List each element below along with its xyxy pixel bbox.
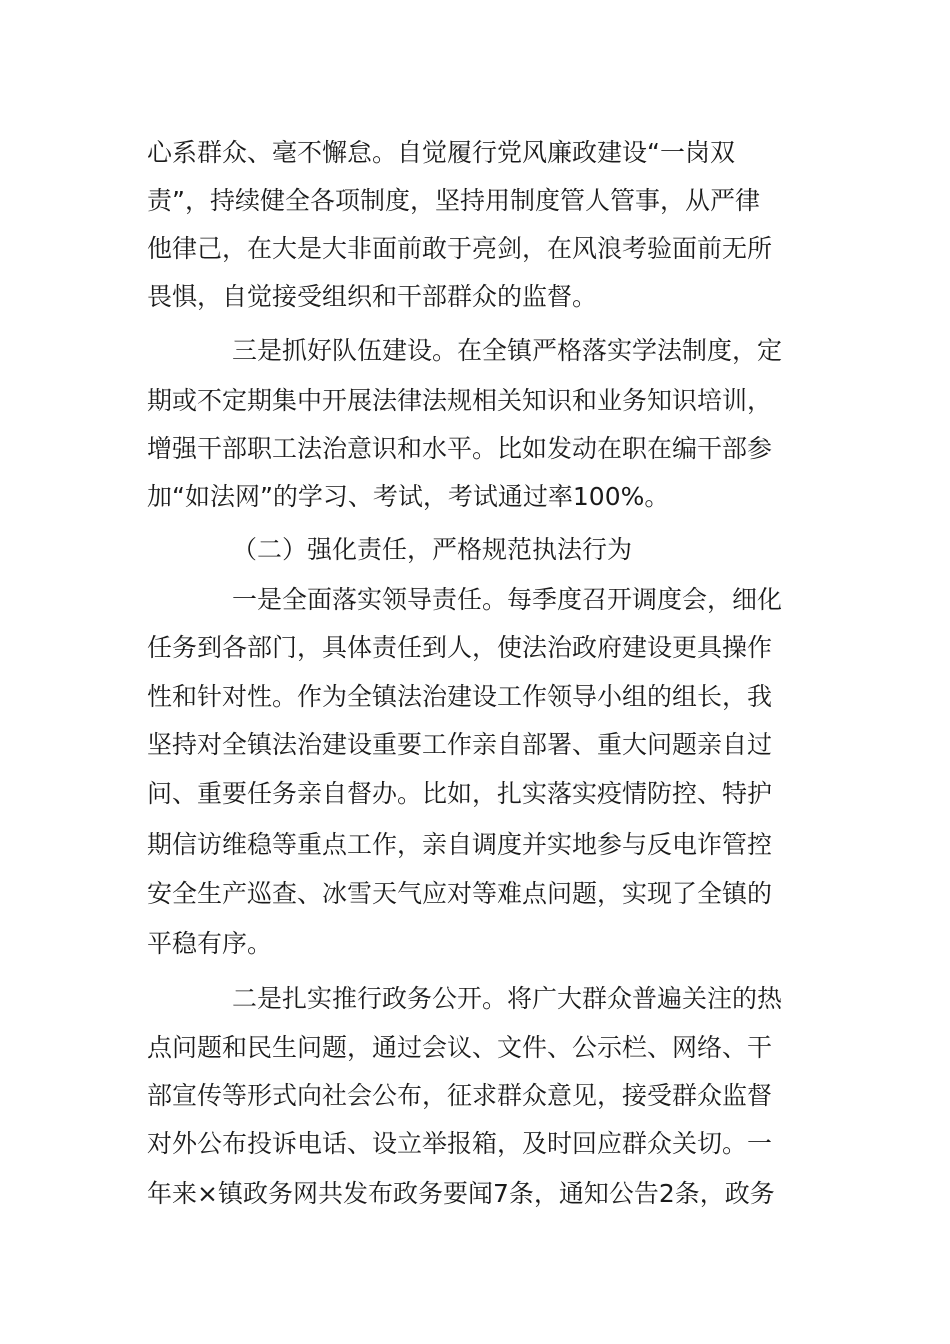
text-line: 他律己，在大是大非面前敢于亮剑，在风浪考验面前无所 (147, 234, 773, 263)
text-line: 畏惧，自觉接受组织和干部群众的监督。 (147, 282, 598, 311)
text-line: 部宣传等形式向社会公布，征求群众意见，接受群众监督 (147, 1081, 773, 1110)
text-line: 对外公布投诉电话、设立举报箱，及时回应群众关切。一 (147, 1129, 773, 1158)
text-line: 坚持对全镇法治建设重要工作亲自部署、重大问题亲自过 (147, 730, 773, 759)
text-line: 任务到各部门，具体责任到人，使法治政府建设更具操作 (147, 633, 773, 662)
paragraph-first-line: 二是扎实推行政务公开。将广大群众普遍关注的热 (232, 984, 783, 1013)
text-line: 责”，持续健全各项制度，坚持用制度管人管事，从严律 (147, 186, 760, 215)
text-line: 点问题和民生问题，通过会议、文件、公示栏、网络、干 (147, 1033, 773, 1062)
text-line: 问、重要任务亲自督办。比如，扎实落实疫情防控、特护 (147, 779, 773, 808)
text-line: 心系群众、毫不懈怠。自觉履行党风廉政建设“一岗双 (147, 138, 735, 167)
section-heading: （二）强化责任，严格规范执法行为 (232, 535, 633, 564)
text-line: 平稳有序。 (147, 929, 273, 958)
text-line: 安全生产巡查、冰雪天气应对等难点问题，实现了全镇的 (147, 879, 773, 908)
text-line: 年来×镇政务网共发布政务要闻7条，通知公告2条，政务 (147, 1179, 775, 1208)
paragraph-first-line: 三是抓好队伍建设。在全镇严格落实学法制度，定 (232, 336, 783, 365)
text-line: 期或不定期集中开展法律法规相关知识和业务知识培训， (147, 386, 773, 415)
text-line: 性和针对性。作为全镇法治建设工作领导小组的组长，我 (147, 682, 773, 711)
text-line: 期信访维稳等重点工作，亲自调度并实地参与反电诈管控 (147, 830, 773, 859)
text-line: 加“如法网”的学习、考试，考试通过率100%。 (147, 482, 670, 511)
paragraph-first-line: 一是全面落实领导责任。每季度召开调度会，细化 (232, 585, 783, 614)
text-line: 增强干部职工法治意识和水平。比如发动在职在编干部参 (147, 434, 773, 463)
